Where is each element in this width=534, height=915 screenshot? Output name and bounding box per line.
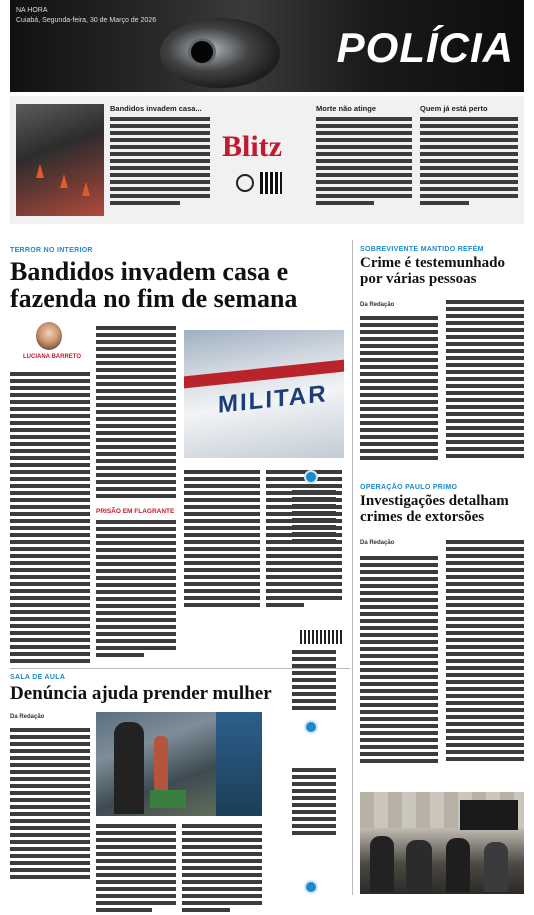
blitz-col2: Morte não atinge — [316, 104, 412, 208]
info-circle-icon — [304, 470, 318, 484]
blitz-col3: Quem já está perto — [420, 104, 518, 208]
right-mid-col1 — [360, 556, 438, 766]
bottom-author: Da Redação — [10, 714, 45, 720]
right-mid-headline: Investigações detalham crimes de extorsões — [360, 493, 509, 525]
bottom-col2 — [96, 824, 176, 915]
lead-subhead: PRISÃO EM FLAGRANTE — [96, 508, 175, 515]
lead-headline: Bandidos invadem casa e fazenda no fim de semana — [10, 257, 298, 314]
info-circle-icon — [304, 880, 318, 894]
right-mid-kicker: OPERAÇÃO PAULO PRIMO — [360, 484, 458, 491]
eye-pupil — [188, 38, 216, 66]
lead-col2 — [96, 326, 176, 501]
lead-col3 — [184, 470, 260, 610]
bottom-headline: Denúncia ajuda prender mulher — [10, 683, 272, 704]
story-divider — [10, 668, 350, 669]
bottom-kicker: SALA DE AULA — [10, 674, 66, 681]
qr-code-icon — [260, 172, 282, 194]
masthead-banner — [10, 0, 524, 92]
masthead-meta: NA HORA Cuiabá, Segunda-feira, 30 de Março de 2026 — [16, 7, 157, 24]
meeting-photo — [360, 792, 524, 894]
blitz-strip — [10, 96, 524, 224]
bottom-col3 — [182, 824, 262, 915]
right-top-col2 — [446, 300, 524, 461]
right-mid-author: Da Redação — [360, 540, 395, 546]
eye-image — [160, 18, 280, 88]
info-circle-icon — [304, 720, 318, 734]
right-top-kicker: SOBREVIVENTE MANTIDO REFÉM — [360, 246, 484, 253]
lead-col2b — [96, 520, 176, 660]
lead-author: LUCIANA BARRETO — [23, 354, 81, 360]
car-lettering: MILITAR — [218, 380, 328, 419]
lead-kicker: TERROR NO INTERIOR — [10, 247, 93, 254]
bottom-col1 — [10, 728, 90, 882]
lead-col1 — [10, 372, 90, 666]
side-info-3 — [292, 768, 336, 838]
right-top-author: Da Redação — [360, 302, 395, 308]
whatsapp-icon — [236, 174, 254, 192]
side-info-1 — [292, 490, 336, 546]
blitz-photo — [16, 104, 104, 216]
arrest-photo — [96, 712, 262, 816]
police-car-photo — [184, 330, 344, 458]
blitz-logo: Blitz — [222, 130, 282, 163]
right-mid-col2 — [446, 540, 524, 764]
right-top-headline: Crime é testemunhado por várias pessoas — [360, 255, 505, 287]
column-divider — [352, 240, 353, 895]
author-avatar — [36, 322, 62, 350]
blitz-col1: Bandidos invadem casa... — [110, 104, 210, 208]
lead-qr-code-icon — [300, 630, 344, 644]
section-title: POLÍCIA — [336, 24, 514, 71]
right-top-col1 — [360, 316, 438, 463]
